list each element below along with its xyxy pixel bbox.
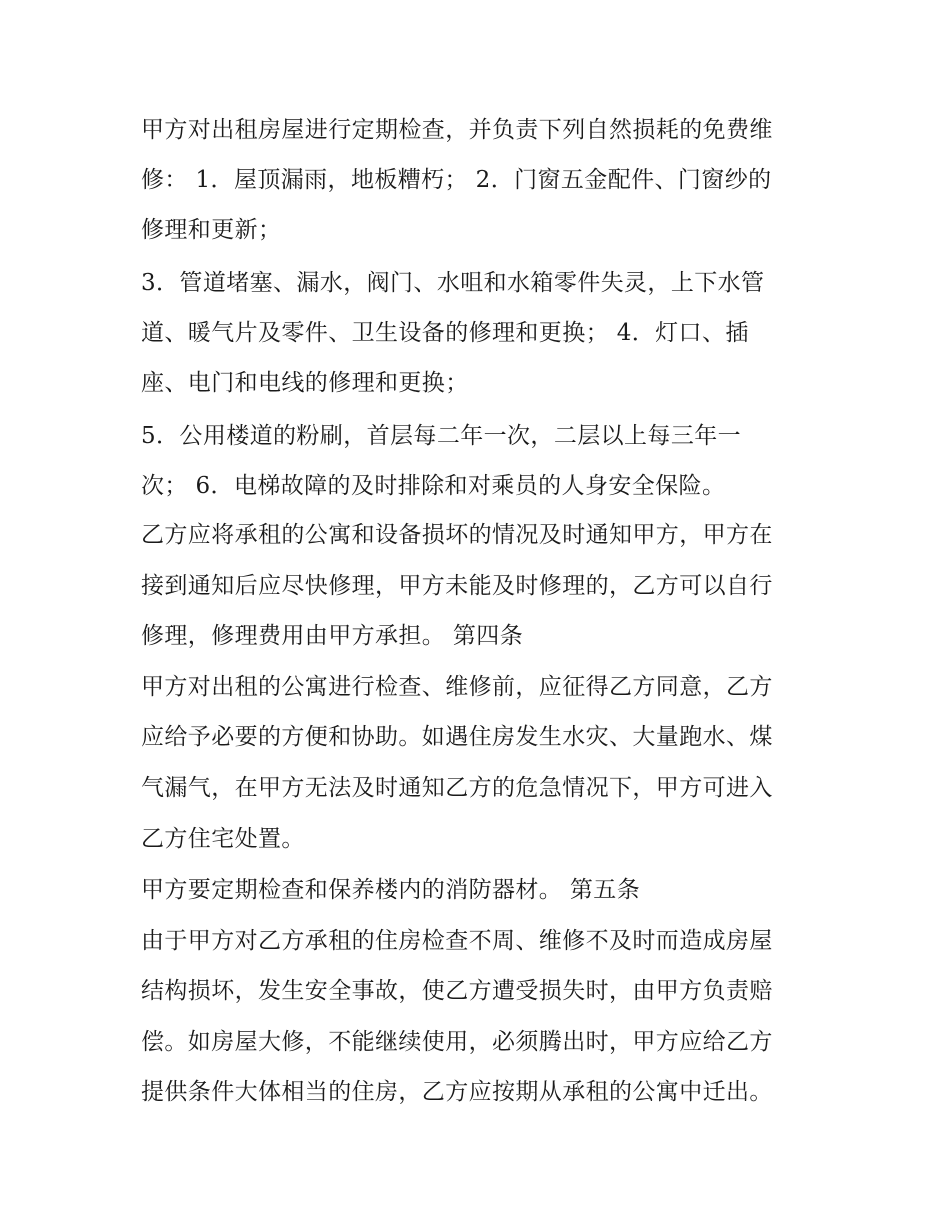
text-line: 应给予必要的方便和协助。如遇住房发生水灾、大量跑水、煤: [141, 724, 773, 750]
text-line: 座、电门和电线的修理和更换；: [141, 370, 469, 396]
text-line: 3．管道堵塞、漏水，阀门、水咀和水箱零件失灵，上下水管: [141, 270, 765, 296]
text-line: 道、暖气片及零件、卫生设备的修理和更换； 4．灯口、插: [141, 320, 749, 346]
text-line: 甲方对出租房屋进行定期检查，并负责下列自然损耗的免费维: [141, 117, 773, 143]
text-line: 气漏气，在甲方无法及时通知乙方的危急情况下，甲方可进入: [141, 775, 773, 801]
text-line: 由于甲方对乙方承租的住房检查不周、维修不及时而造成房屋: [141, 928, 773, 954]
text-line: 结构损坏，发生安全事故，使乙方遭受损失时，由甲方负责赔: [141, 978, 773, 1004]
text-line: 5．公用楼道的粉刷，首层每二年一次，二层以上每三年一: [141, 423, 742, 449]
text-line: 提供条件大体相当的住房，乙方应按期从承租的公寓中迁出。: [141, 1079, 773, 1105]
text-line: 甲方对出租的公寓进行检查、维修前，应征得乙方同意，乙方: [141, 674, 773, 700]
text-line: 甲方要定期检查和保养楼内的消防器材。 第五条: [141, 877, 641, 903]
text-line: 修理和更新；: [141, 217, 282, 243]
text-line: 修理，修理费用由甲方承担。 第四条: [141, 623, 524, 649]
text-line: 修： 1．屋顶漏雨，地板糟朽； 2．门窗五金配件、门窗纱的: [141, 167, 772, 193]
text-line: 乙方住宅处置。: [141, 826, 305, 852]
text-line: 次； 6．电梯故障的及时排除和对乘员的人身安全保险。: [141, 473, 726, 499]
text-line: 接到通知后应尽快修理，甲方未能及时修理的，乙方可以自行: [141, 573, 773, 599]
text-line: 乙方应将承租的公寓和设备损坏的情况及时通知甲方，甲方在: [141, 522, 773, 548]
text-line: 偿。如房屋大修，不能继续使用，必须腾出时，甲方应给乙方: [141, 1029, 773, 1055]
